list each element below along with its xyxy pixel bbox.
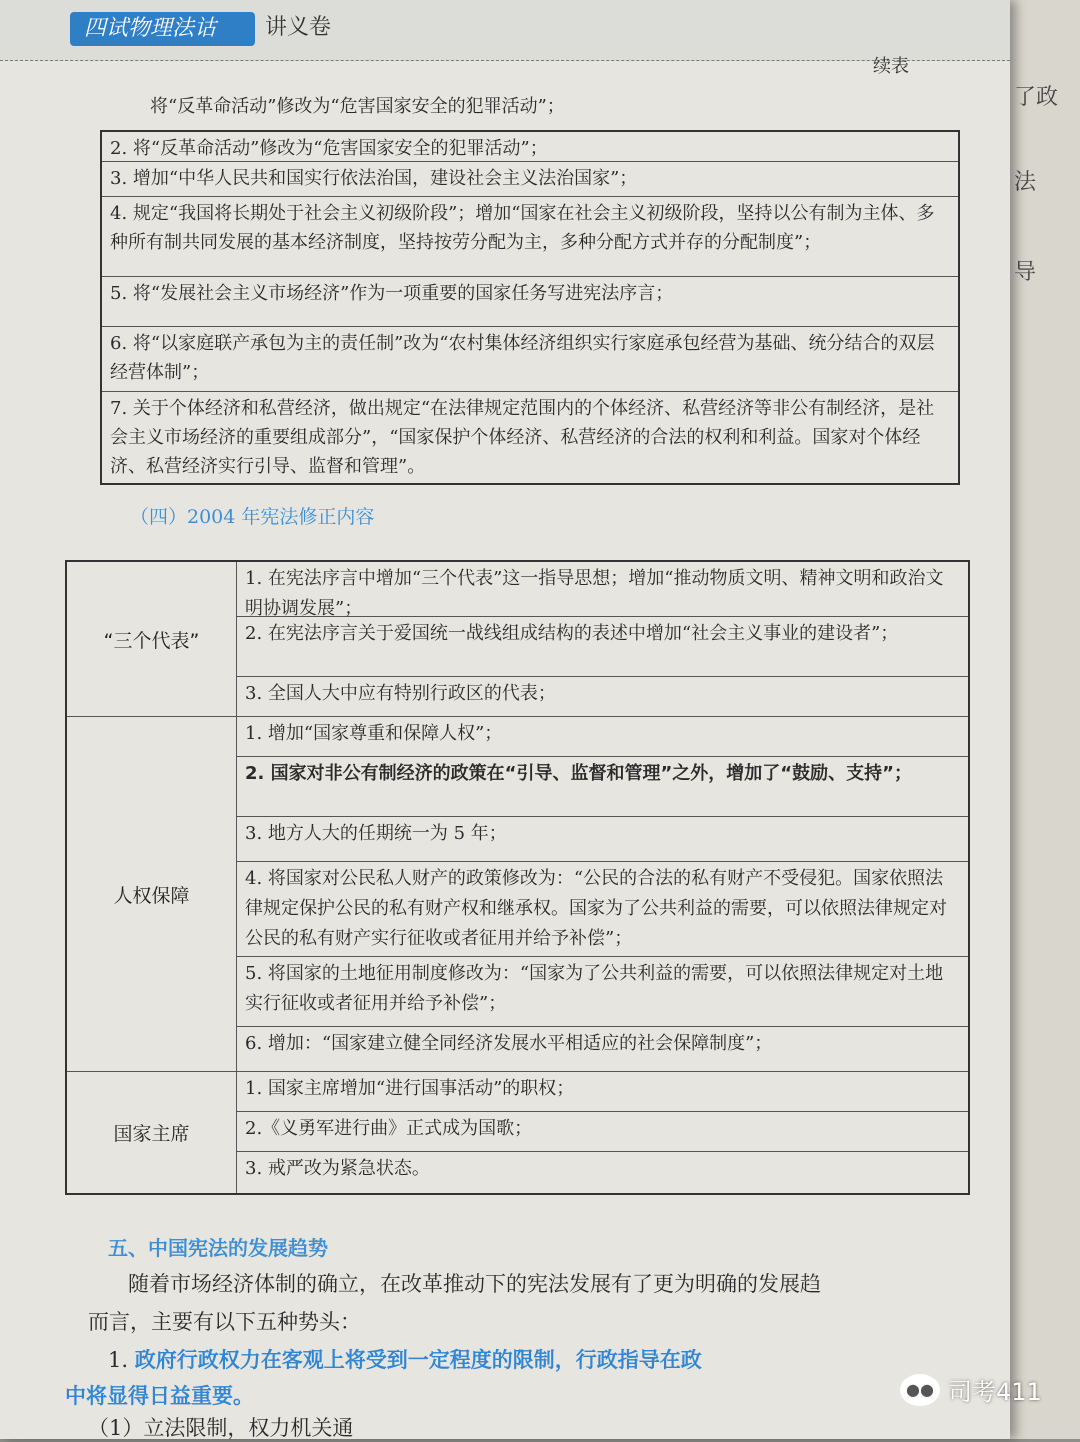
- table-cell: 2. 国家对非公有制经济的政策在“引导、监督和管理”之外，增加了“鼓励、支持”；: [237, 757, 968, 817]
- paragraph-line: 随着市场经济体制的确立，在改革推动下的宪法发展有了更为明确的发展趋: [128, 1272, 821, 1296]
- table-row: 2. 将“反革命活动”修改为“危害国家安全的犯罪活动”；: [102, 132, 958, 162]
- point-text: 政府行政权力在客观上将受到一定程度的限制，行政指导在政: [134, 1348, 702, 1372]
- point-number: 1.: [108, 1348, 129, 1372]
- table-cell: 1. 增加“国家尊重和保障人权”；: [237, 717, 968, 757]
- paragraph-line: （1）立法限制，权力机关通: [88, 1416, 354, 1440]
- watermark: [900, 1372, 1042, 1407]
- point-text-cont: 中将显得日益重要。: [65, 1384, 254, 1408]
- table-cell: 5. 将国家的土地征用制度修改为：“国家为了公共利益的需要，可以依照法律规定对土地实行征收或者征用并给予补偿”；: [237, 957, 968, 1027]
- table-row: 7. 关于个体经济和私营经济，做出规定“在法律规定范围内的个体经济、私营经济等非公有制经济，是社会主义市场经济的重要组成部分”，“国家保护个体经济、私营经济的合法的权利和利益。国家对个体经济、私营经济实行引导、监督和管理”。: [110, 398, 935, 477]
- watermark-text: 司考411: [948, 1378, 1042, 1406]
- paragraph-line: 而言，主要有以下五种势头：: [88, 1310, 361, 1334]
- category-cell: 人权保障: [67, 717, 237, 1072]
- paragraph-line: [108, 1344, 702, 1374]
- adjacent-text: 了政: [1014, 85, 1059, 110]
- table-row: 3. 增加“中华人民共和国实行依法治国，建设社会主义法治国家”；: [102, 162, 958, 197]
- continued-label: 续表: [873, 56, 909, 77]
- table-cell: 2.《义勇军进行曲》正式成为国歌；: [237, 1112, 968, 1152]
- table-cell: 1. 国家主席增加“进行国事活动”的职权；: [237, 1072, 968, 1112]
- table-cell: 1. 在宪法序言中增加“三个代表”这一指导思想；增加“推动物质文明、精神文明和政治文明协调发展”；: [237, 562, 968, 617]
- category-cell: 国家主席: [67, 1072, 237, 1193]
- table-cell: 2. 在宪法序言关于爱国统一战线组成结构的表述中增加“社会主义事业的建设者”；: [237, 617, 968, 677]
- amendment-2004-table: [65, 560, 970, 1195]
- table-cell: 3. 戒严改为紧急状态。: [245, 1158, 430, 1179]
- page-header: [0, 0, 1010, 77]
- brand-logo: 四试物理法诂: [70, 12, 255, 46]
- amendment-1999-table: [100, 130, 960, 485]
- table-cell: 4. 将国家对公民私人财产的政策修改为：“公民的合法的私有财产不受侵犯。国家依照法律规定保护公民的私有财产权和继承权。国家为了公共利益的需要，可以依照法律规定对公民的私有财产实行征收或者征用并给予补偿”；: [237, 862, 968, 957]
- table-row: 6. 将“以家庭联产承包为主的责任制”改为“农村集体经济组织实行家庭承包经营为基础、统分结合的双层经营体制”；: [102, 327, 958, 392]
- header-subtitle: 讲义卷: [265, 15, 332, 40]
- adjacent-page: [998, 0, 1080, 1439]
- category-cell: “三个代表”: [67, 562, 237, 717]
- wechat-icon: ●●: [900, 1374, 940, 1406]
- adjacent-text: 法: [1014, 170, 1037, 195]
- section-heading: 五、中国宪法的发展趋势: [108, 1236, 328, 1260]
- table-cell: 6. 增加：“国家建立健全同经济发展水平相适应的社会保障制度”；: [237, 1027, 968, 1072]
- table-continued-line: 将“反革命活动”修改为“危害国家安全的犯罪活动”；: [150, 96, 565, 117]
- section-heading: （四）2004 年宪法修正内容: [130, 506, 375, 528]
- table-cell: 3. 地方人大的任期统一为 5 年；: [237, 817, 968, 862]
- table-cell: 3. 全国人大中应有特别行政区的代表；: [237, 677, 968, 717]
- adjacent-text: 导: [1014, 260, 1037, 285]
- table-row: 4. 规定“我国将长期处于社会主义初级阶段”；增加“国家在社会主义初级阶段，坚持以公有制为主体、多种所有制共同发展的基本经济制度，坚持按劳分配为主，多种分配方式并存的分配制度”；: [102, 197, 958, 277]
- table-row: 5. 将“发展社会主义市场经济”作为一项重要的国家任务写进宪法序言；: [102, 277, 958, 327]
